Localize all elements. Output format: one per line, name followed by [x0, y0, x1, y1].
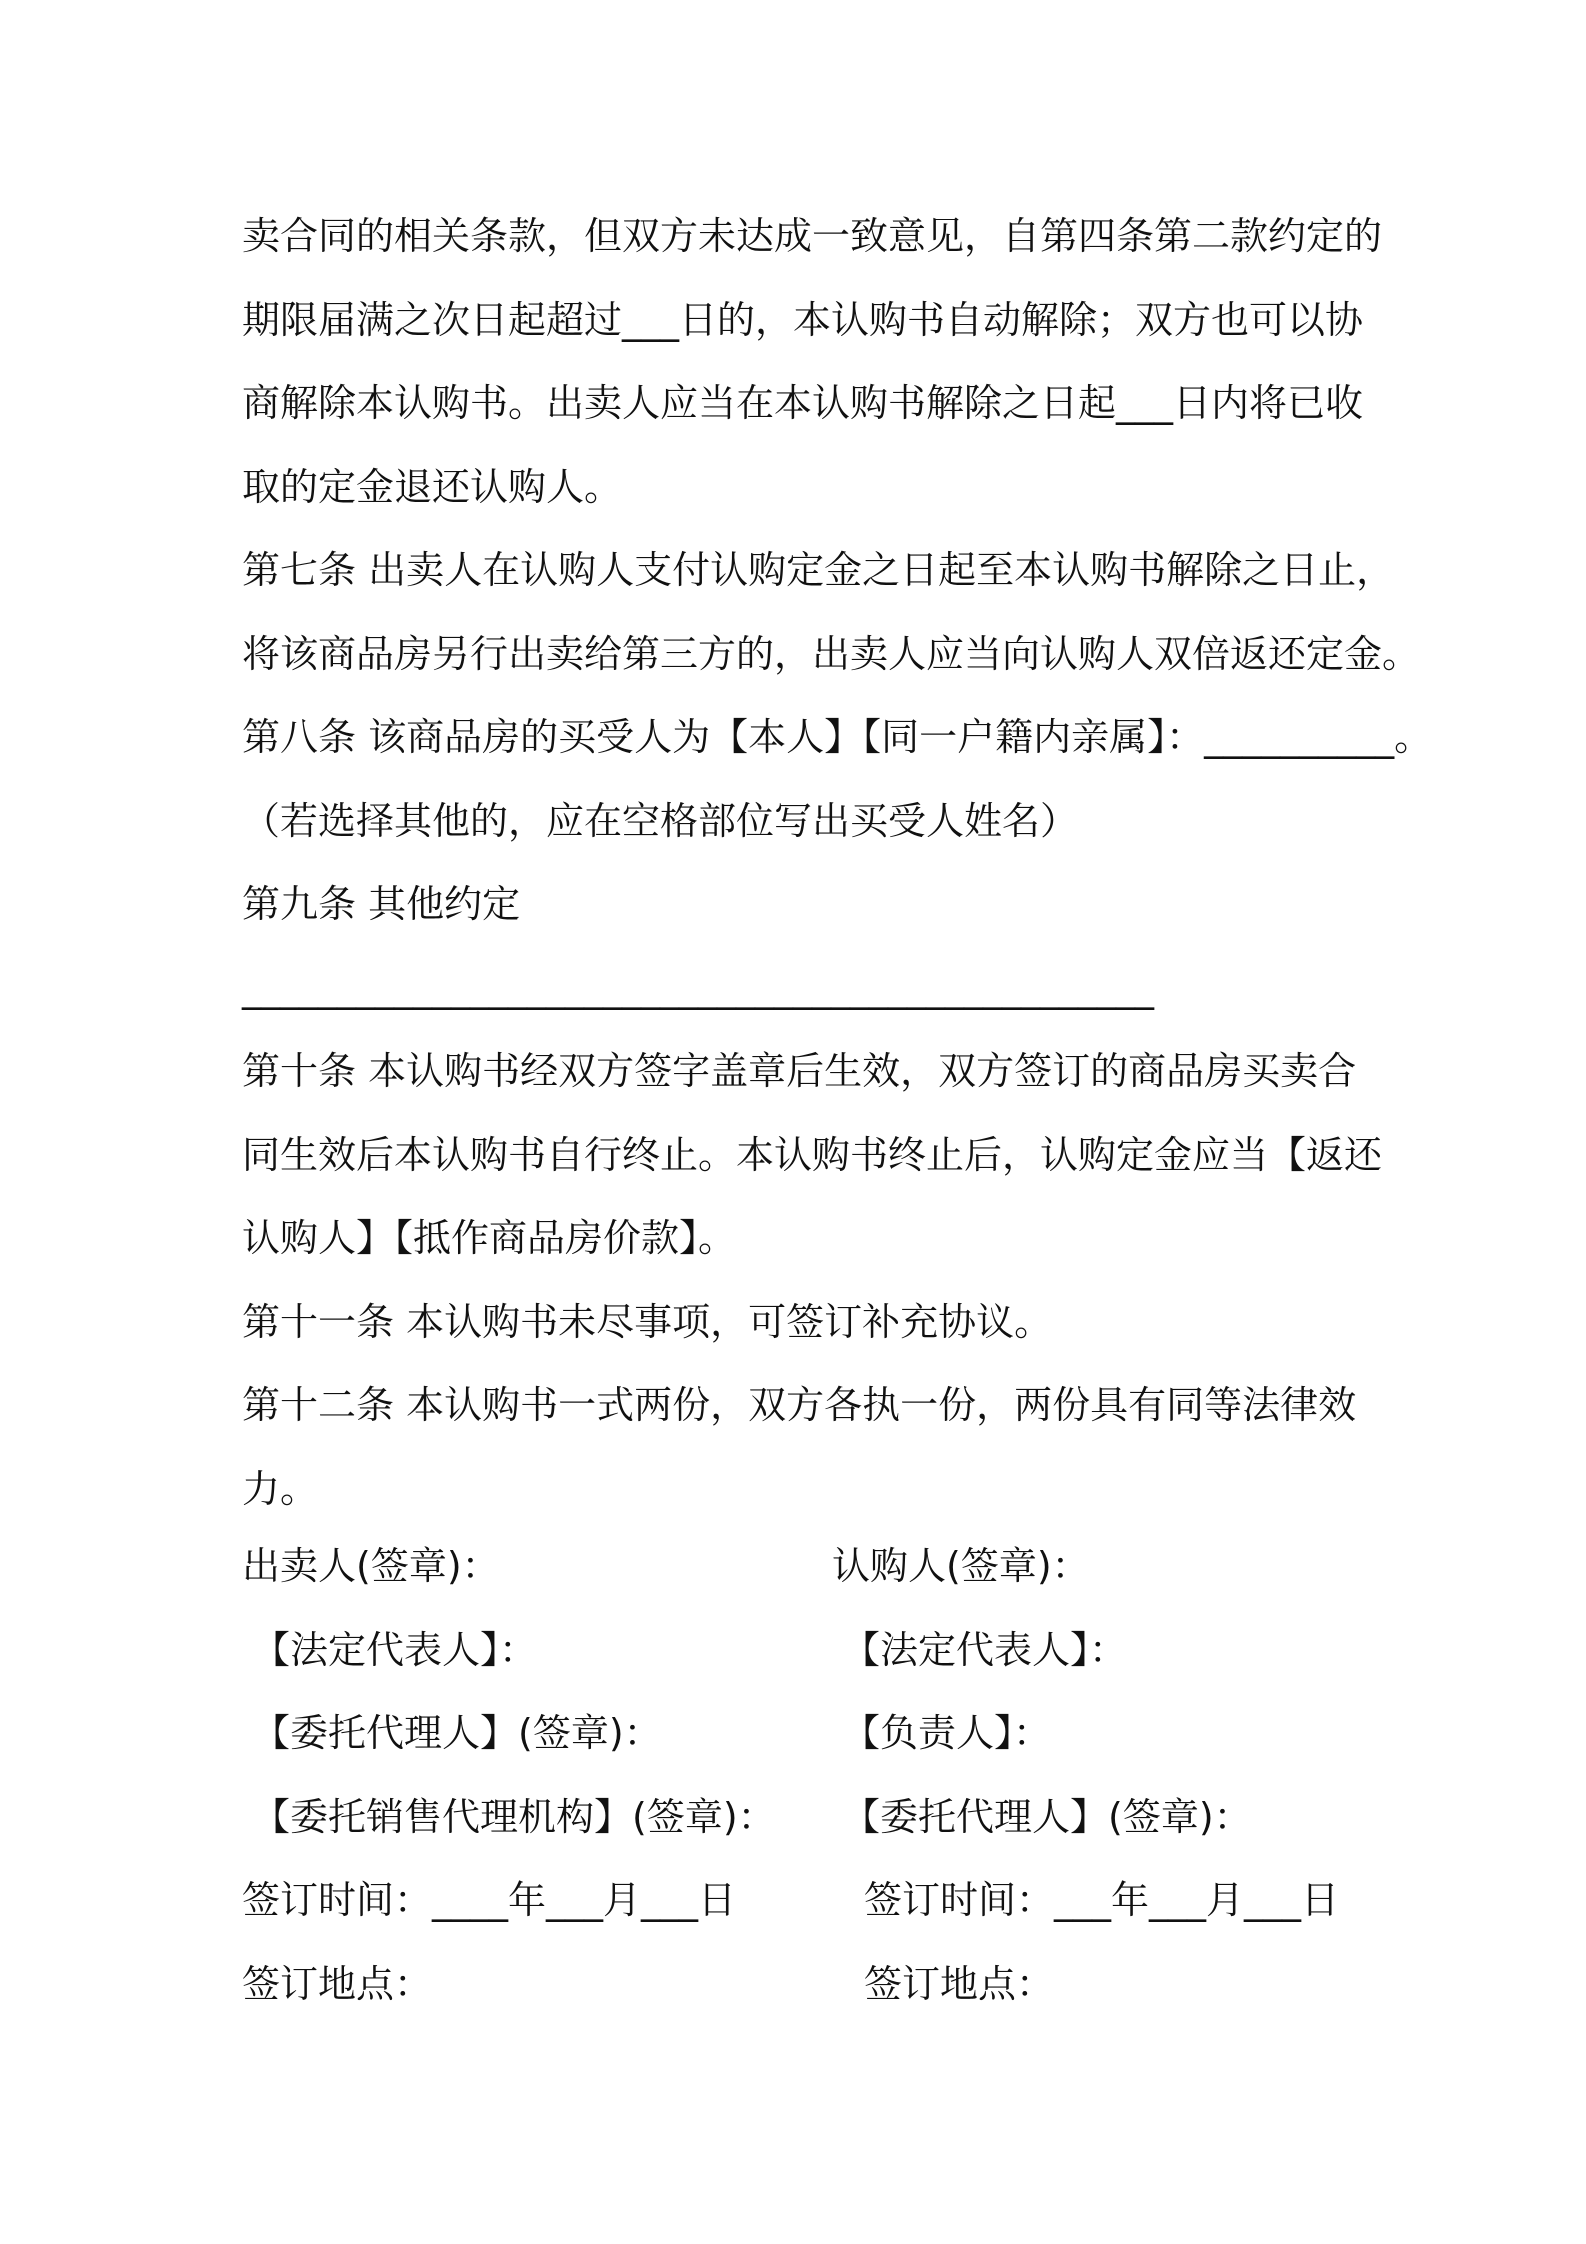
signature-row — [242, 1859, 1382, 1943]
contract-line: 力。 — [242, 1466, 319, 1511]
contract-line: 商解除本认购书。出卖人应当在本认购书解除之日起___日内将已收 — [242, 381, 1364, 425]
seller-signature-label: 出卖人(签章)： — [242, 1544, 500, 1588]
seller-agent-label: 【委托代理人】(签章)： — [252, 1711, 662, 1755]
contract-line: 认购人】【抵作商品房价款】。 — [242, 1216, 737, 1260]
article-12-line: 第十二条 本认购书一式两份，双方各执一份，两份具有同等法律效 — [242, 1383, 1357, 1427]
buyer-agent-label: 【委托代理人】(签章)： — [842, 1794, 1252, 1839]
contract-body — [242, 195, 1433, 1531]
buyer-legal-rep-label: 【法定代表人】： — [842, 1627, 1128, 1672]
signature-row — [242, 1943, 1382, 2027]
blank-fill-line: ________________________________________________ — [242, 965, 1154, 1010]
seller-date-label: 签订时间：____年___月___日 — [242, 1878, 737, 1922]
article-7-line: 第七条 出卖人在认购人支付认购定金之日起至本认购书解除之日止， — [242, 548, 1395, 592]
contract-line: 将该商品房另行出卖给第三方的，出卖人应当向认购人双倍返还定金。 — [242, 631, 1421, 676]
contract-line: 取的定金退还认购人。 — [242, 464, 623, 509]
article-8-line: 第八条 该商品房的买受人为【本人】【同一户籍内亲属】：__________。 — [242, 715, 1433, 759]
article-9-heading: 第九条 其他约定 — [242, 882, 521, 926]
contract-line: 同生效后本认购书自行终止。本认购书终止后，认购定金应当【返还 — [242, 1132, 1383, 1177]
buyer-responsible-label: 【负责人】： — [842, 1711, 1052, 1755]
seller-legal-rep-label: 【法定代表人】： — [252, 1627, 538, 1672]
contract-line: 期限届满之次日起超过___日的，本认购书自动解除；双方也可以协 — [242, 297, 1364, 342]
signature-row — [242, 1609, 1382, 1693]
article-8-note: （若选择其他的，应在空格部位写出买受人姓名） — [242, 798, 1079, 843]
buyer-signature-label: 认购人(签章)： — [832, 1544, 1090, 1588]
contract-line: 卖合同的相关条款，但双方未达成一致意见，自第四条第二款约定的 — [242, 214, 1383, 258]
seller-sales-agency-label: 【委托销售代理机构】(签章)： — [252, 1794, 776, 1839]
article-11-line: 第十一条 本认购书未尽事项，可签订补充协议。 — [242, 1299, 1053, 1344]
signature-row — [242, 1776, 1382, 1860]
signature-block — [242, 1525, 1382, 2026]
article-10-line: 第十条 本认购书经双方签字盖章后生效，双方签订的商品房买卖合 — [242, 1049, 1357, 1093]
signature-row — [242, 1525, 1382, 1609]
buyer-date-label: 签订时间：___年___月___日 — [864, 1878, 1340, 1922]
seller-place-label: 签订地点： — [242, 1961, 433, 2006]
buyer-place-label: 签订地点： — [864, 1961, 1055, 2006]
signature-row — [242, 1692, 1382, 1776]
